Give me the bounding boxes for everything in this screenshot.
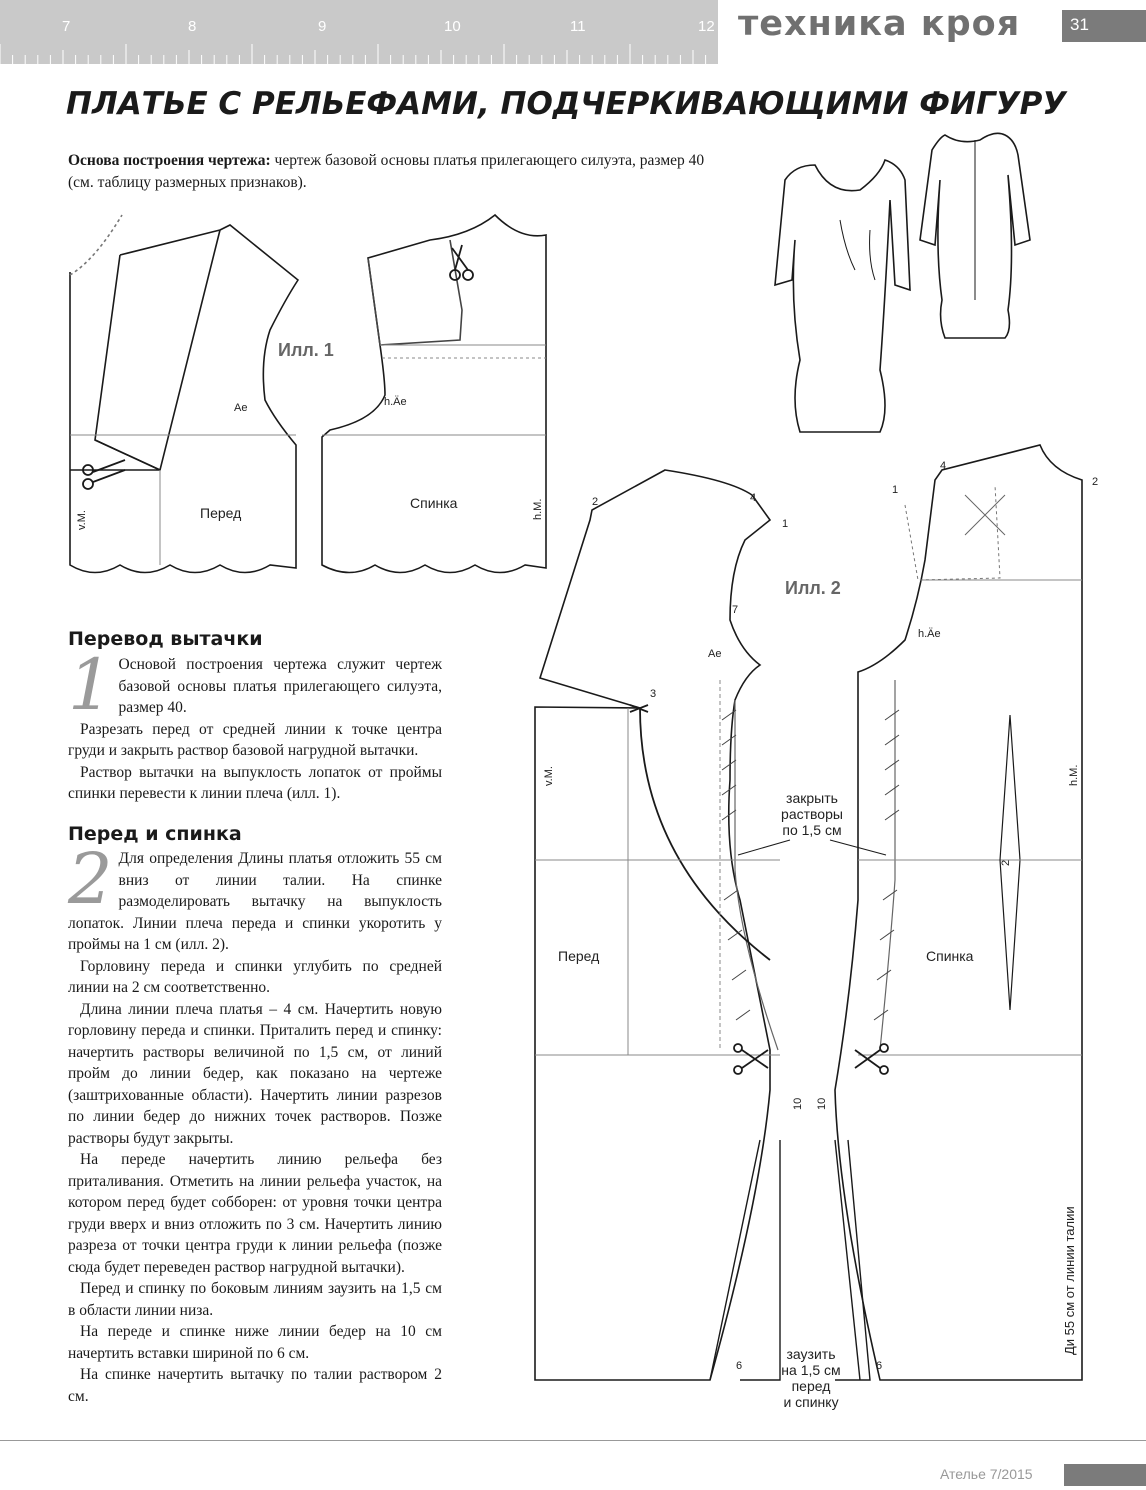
hatch-marks	[722, 710, 899, 1020]
ill2-num-2: 2	[592, 496, 599, 508]
ill1-hm-label: h.M.	[532, 498, 544, 520]
section2-p2: Горловину переда и спинки углубить по средней линии на 2 см соответственно.	[68, 957, 442, 996]
ruler-number: 12	[698, 18, 715, 35]
ill2-hae-label: h.Äe	[918, 628, 941, 640]
footer-issue: Ателье 7/2015	[940, 1466, 1033, 1482]
narrow-note	[772, 1346, 850, 1410]
ill2-num-10: 10	[816, 1097, 828, 1110]
ruler-number: 8	[188, 18, 197, 35]
section2-dropcap: 2	[68, 838, 113, 920]
ill2-num-4: 4	[940, 460, 947, 472]
narrow-note-line: перед	[791, 1378, 831, 1394]
section2-p6: На переде и спинке ниже линии бедер на 10 см начертить вставки шириной по 6 см.	[68, 1323, 442, 1362]
ill2-num-6: 6	[876, 1360, 883, 1372]
magazine-logo-icon	[1064, 1464, 1146, 1486]
ill1-ae-label: Ае	[234, 402, 248, 414]
narrow-note-line: заузить	[786, 1346, 836, 1362]
section1-p3: Раствор вытачки на выпуклость лопаток от проймы спинки перевести к линии плеча (илл. 1).	[68, 763, 442, 802]
section1-p1: Основой построения чертежа служит чертеж базовой основы платья прилегающего силуэта, размер 40.	[118, 656, 442, 716]
dress-sketch-front	[775, 160, 910, 432]
ill1-front-label: Перед	[200, 505, 242, 521]
ill1-back-label: Спинка	[410, 495, 458, 511]
ill2-scissors	[630, 705, 888, 1074]
page-number: 31	[1070, 15, 1089, 34]
close-note-line: по 1,5 см	[782, 822, 842, 838]
narrow-note-line: и спинку	[783, 1394, 839, 1410]
section1-text	[68, 644, 442, 805]
ill2-vm-label: v.M.	[543, 766, 555, 786]
ill2-num-1: 1	[782, 518, 789, 530]
ill1-label: Илл. 1	[278, 340, 334, 360]
ill2-num-10: 10	[792, 1097, 804, 1110]
ill1-scissors	[83, 245, 473, 489]
footer-divider	[0, 1440, 1146, 1441]
ill2-label: Илл. 2	[785, 578, 841, 598]
section2-p5: Перед и спинку по боковым линиям заузить на 1,5 см в области линии низа.	[68, 1280, 442, 1319]
section1-dropcap: 1	[68, 644, 113, 726]
ill2-hm-label: h.M.	[1068, 764, 1080, 786]
section2-p4: На переде начертить линию рельефа без приталивания. Отметить на линии рельефа участок, на котором перед будет собборен: от уровня точки центра груди вверх и вниз отложить по 3 см. Начертить линию разреза от точки центра груди к линии рельефа (позже сюда будет переведен раствор нагрудной вытачки).	[68, 1151, 442, 1276]
ill2-num-1: 1	[892, 484, 899, 496]
section-title: техника кроя	[738, 4, 1021, 44]
intro-bold: Основа построения чертежа:	[68, 152, 271, 169]
section2-heading: Перед и спинка	[68, 823, 242, 845]
ill2-front-piece	[535, 470, 780, 1380]
section1-heading: Перевод вытачки	[68, 628, 263, 650]
dress-sketch-back	[920, 133, 1030, 338]
intro-text: чертеж базовой основы платья прилегающего силуэта, размер 40 (см. таблицу размерных признаков).	[68, 152, 705, 191]
length-note: Ди 55 см от линии талии	[1062, 1206, 1077, 1355]
ruler-number: 11	[570, 18, 586, 35]
close-note-line: закрыть	[786, 790, 838, 806]
section2-p7: На спинке начертить вытачку по талии раствором 2 см.	[68, 1366, 442, 1405]
ill1-front-piece	[70, 215, 298, 573]
ill2-ae-label: Ae	[708, 648, 722, 660]
section1-p2: Разрезать перед от средней линии к точке центра груди и закрыть раствор базовой нагрудной вытачки.	[68, 720, 442, 759]
ill2-num-4: 4	[750, 492, 757, 504]
close-note-line: растворы	[781, 806, 843, 822]
ill2-back-piece	[835, 445, 1082, 1380]
ruler-number: 9	[318, 18, 327, 35]
close-note	[770, 790, 854, 838]
ill2-num-2-dart: 2	[1000, 859, 1012, 866]
section2-text	[68, 838, 442, 1407]
article-title: ПЛАТЬЕ С РЕЛЬЕФАМИ, ПОДЧЕРКИВАЮЩИМИ ФИГУРУ	[66, 86, 1067, 122]
section2-p3: Длина линии плеча платья – 4 см. Начертить новую горловину переда и спинки. Приталить перед и спинку: начертить растворы величиной по 1,5 см, от линий пройм до линии бедер, как показано на чертеже (заштрихованные области). Начертить линии разрезов по линии бедер до нижних точек растворов. Позже растворы будут закрыты.	[68, 1000, 442, 1147]
ill2-num-7: 7	[732, 604, 739, 616]
ill2-num-6: 6	[736, 1360, 743, 1372]
ruler-number: 7	[62, 18, 71, 35]
ill2-back-label: Спинка	[926, 948, 974, 964]
ill2-front-label: Перед	[558, 948, 600, 964]
ruler-number: 10	[444, 18, 461, 35]
ill2-num-2: 2	[1092, 476, 1099, 488]
ill2-num-3: 3	[650, 688, 657, 700]
narrow-note-line: на 1,5 см	[781, 1362, 841, 1378]
ill1-hae-label: h.Äe	[384, 396, 407, 408]
ill1-back-piece	[322, 215, 546, 573]
section2-p1: Для определения Длины платья отложить 55 см вниз от линии талии. На спинке размоделировать вытачку на выпуклость лопаток. Линии плеча переда и спинки укоротить у проймы на 1 см (илл. 2).	[68, 850, 442, 953]
ill1-vm-label: v.M.	[76, 510, 88, 530]
